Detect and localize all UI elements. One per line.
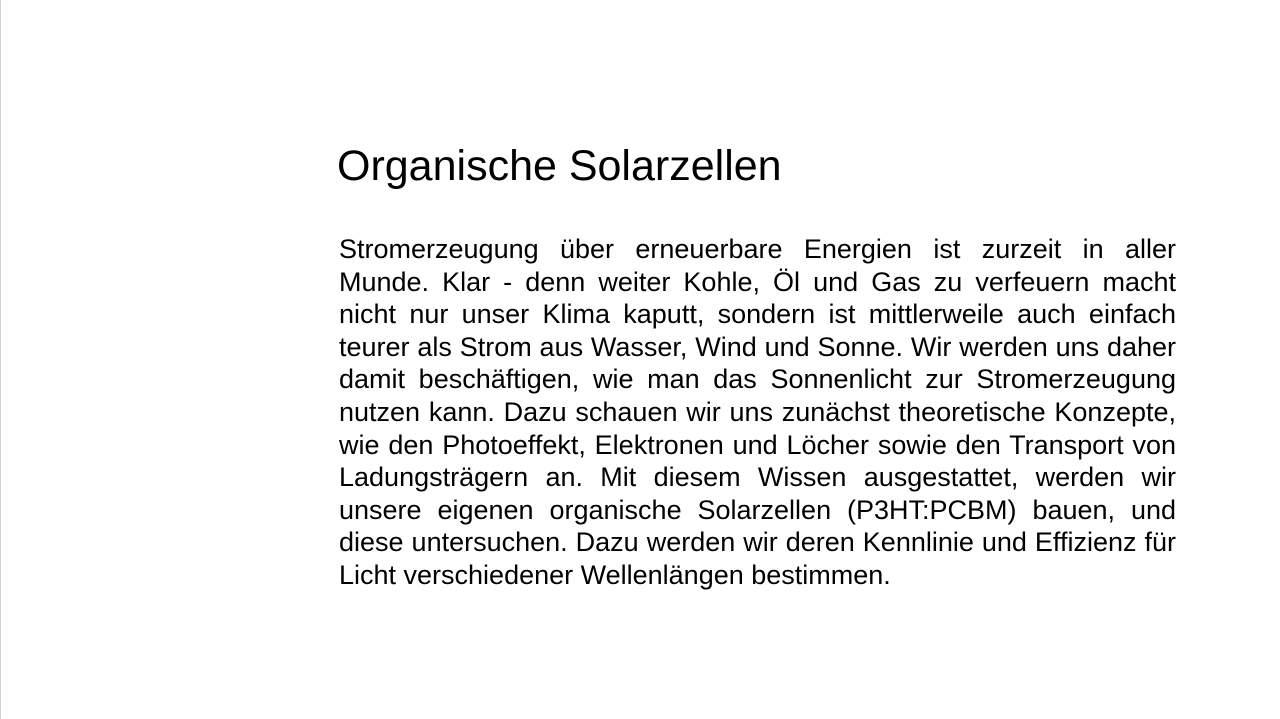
slide-body-text: Stromerzeugung über erneuerbare Energien ist zurzeit in aller Munde. Klar - denn weiter Kohle, Öl und Gas zu verfeuern macht nicht nur unser Klima kaputt, sondern ist mittlerweile auch einfach teurer als Strom aus Wasser, Wind und Sonne. Wir werden uns daher damit beschäftigen, wie man das Sonnenlicht zur Stromerzeugung nutzen kann. Dazu schauen wir uns zunächst theoretische Konzepte, wie den Photoeffekt, Elektronen und Löcher sowie den Transport von Ladungsträgern an. Mit diesem Wissen ausgestattet, werden wir unsere eigenen organische Solarzellen (P3HT:PCBM) bauen, und diese untersuchen. Dazu werden wir deren Kennlinie und Effizienz für Licht verschiedener Wellenlängen bestimmen. [339,234,1176,590]
slide-title: Organische Solarzellen [337,142,782,190]
